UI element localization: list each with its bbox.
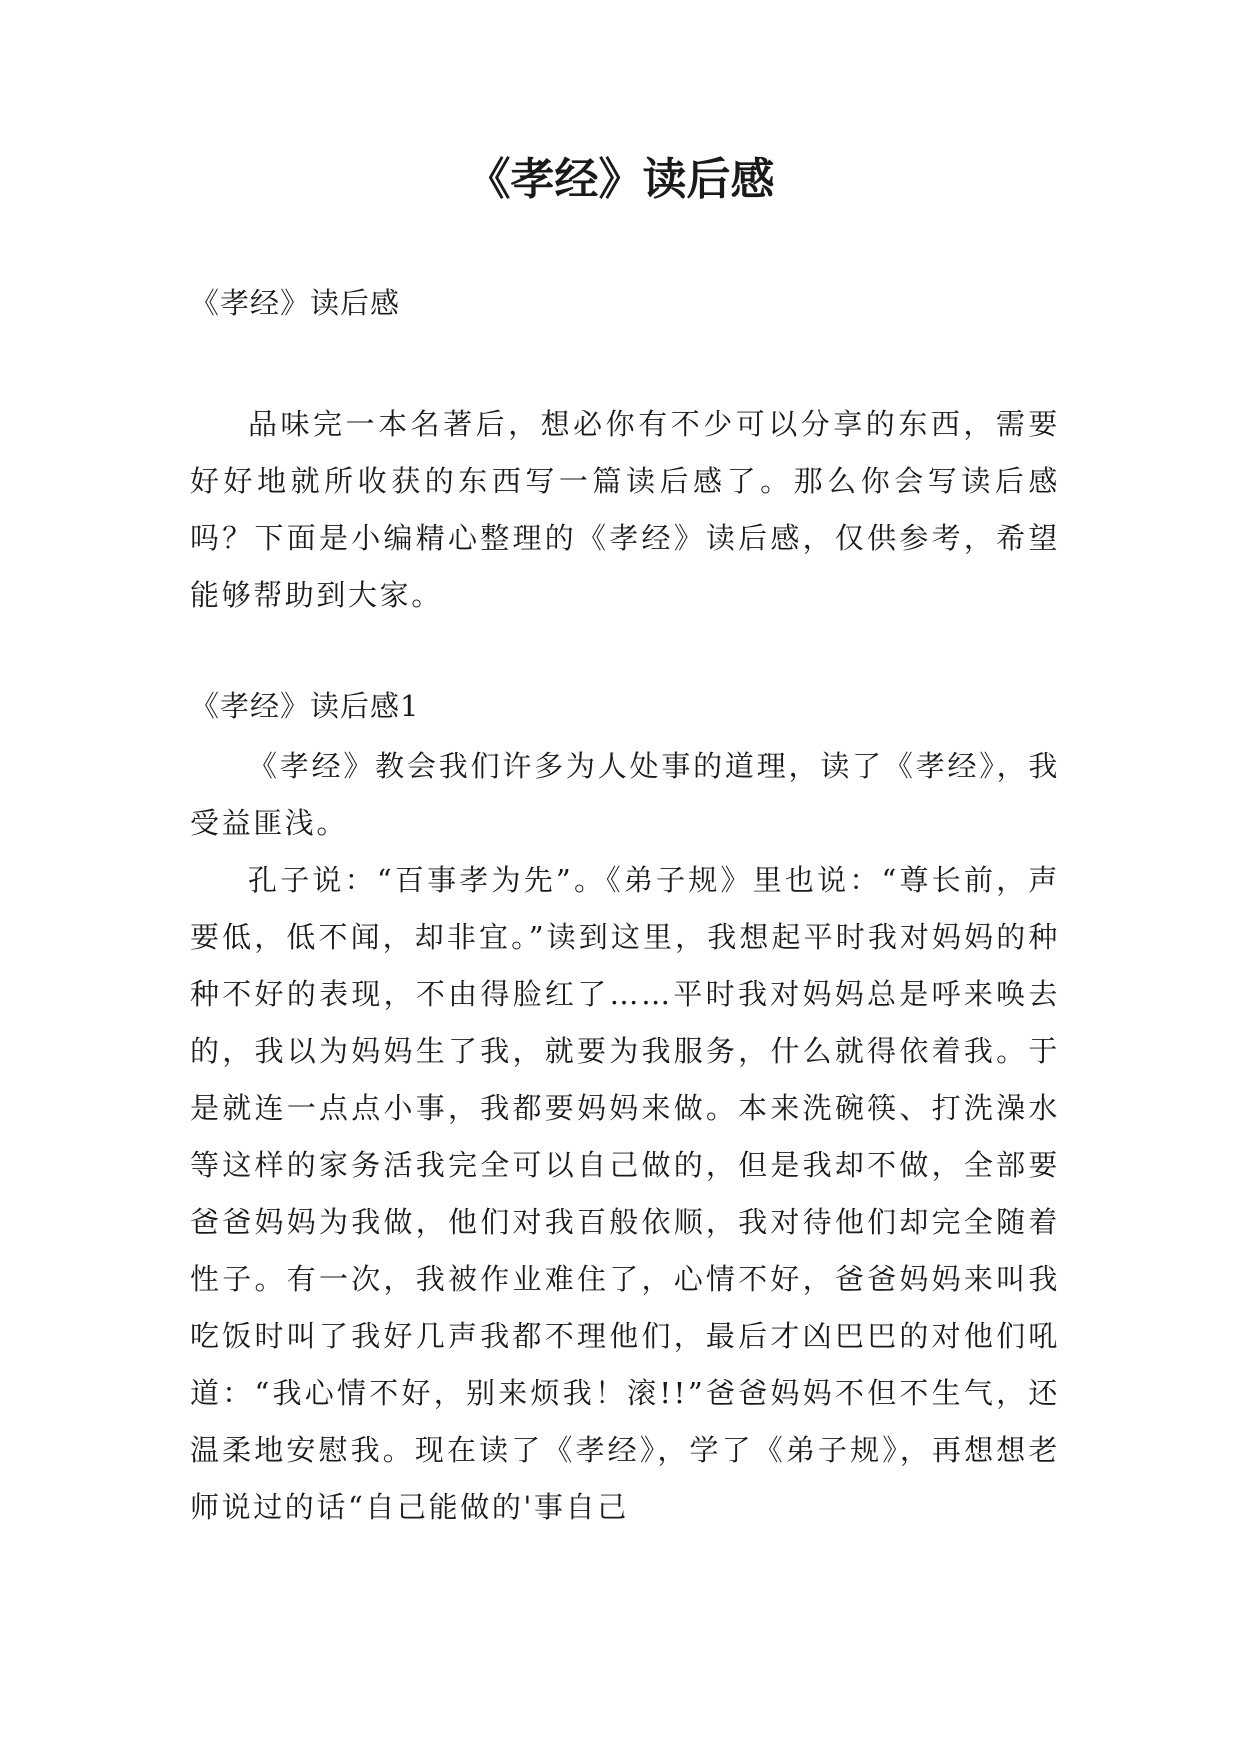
spacer <box>190 724 1060 738</box>
document-body <box>190 285 1060 1536</box>
spacer <box>190 321 1060 396</box>
section-paragraph: 孔子说：“百事孝为先”。《弟子规》里也说：“尊长前，声要低，低不闻，却非宜。”读到这里，我想起平时我对妈妈的种种不好的表现，不由得脸红了……平时我对妈妈总是呼来唤去的，我以为妈妈生了我，就要为我服务，什么就得依着我。于是就连一点点小事，我都要妈妈来做。本来洗碗筷、打洗澡水等这样的家务活我完全可以自己做的，但是我却不做，全部要爸爸妈妈为我做，他们对我百般依顺，我对待他们却完全随着性子。有一次，我被作业难住了，心情不好，爸爸妈妈来叫我吃饭时叫了我好几声我都不理他们，最后才凶巴巴的对他们吼道：“我心情不好，别来烦我！滚!!”爸爸妈妈不但不生气，还温柔地安慰我。现在读了《孝经》，学了《弟子规》，再想想老师说过的话“自己能做的'事自己 <box>190 863 1060 1524</box>
intro-paragraph: 品味完一本名著后，想必你有不少可以分享的东西，需要好好地就所收获的东西写一篇读后感了。那么你会写读后感吗？下面是小编精心整理的《孝经》读后感，仅供参考，希望能够帮助到大家。 <box>190 407 1060 612</box>
section-heading: 《孝经》读后感1 <box>190 689 420 723</box>
spacer <box>190 624 1060 688</box>
document-title: 《孝经》读后感 <box>466 154 775 205</box>
subheading: 《孝经》读后感 <box>190 286 401 320</box>
section-paragraph: 《孝经》教会我们许多为人处事的道理，读了《孝经》，我受益匪浅。 <box>190 749 1060 840</box>
